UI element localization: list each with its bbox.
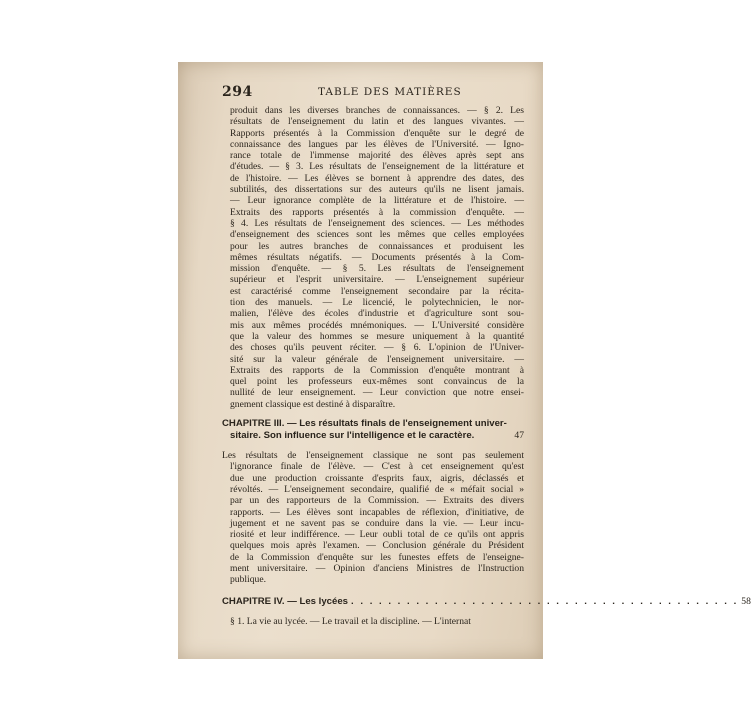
text-line: subtilités, des dissertations sur des auteurs qu'ils ne lisent jamais.: [230, 184, 524, 196]
text-line: est caractérisé comme l'enseignement secondaire par la récita-: [230, 285, 524, 297]
text-line: résultats de l'enseignement du latin et des langues vivantes. —: [230, 116, 524, 128]
chapter-4-page: 58: [741, 595, 751, 607]
paragraph-chapter-2-continued: [222, 105, 524, 410]
text-line: riosité et leur indifférence. — Leur oubli total de ce qu'ils ont appris: [230, 529, 524, 541]
book-page: [178, 62, 751, 659]
chapter-3-title-line-1: CHAPITRE III. — Les résultats finals de l'enseignement univer-: [222, 418, 507, 430]
text-line: mêmes résultats négatifs. — Documents présentés à la Com-: [230, 251, 524, 263]
paragraph-chapter-3-summary: [222, 450, 524, 586]
text-line: Rapports présentés à la Commission d'enquête sur le degré de: [230, 127, 524, 139]
text-line: rance totale de l'immense majorité des élèves après sept ans: [230, 150, 524, 162]
text-line: supérieur et l'esprit universitaire. — L'enseignement supérieur: [230, 274, 524, 286]
text-line: d'enseignement des sciences sont les mêmes que celles employées: [230, 229, 524, 241]
text-line: connaissance des langues par les élèves de l'Université. — Igno-: [230, 138, 524, 150]
chapter-3-page: 47: [514, 430, 524, 442]
text-line: Extraits des rapports présentés à la commission d'enquête. —: [230, 206, 524, 218]
text-line: l'ignorance finale de l'élève. — C'est à cet enseignement qu'est: [230, 461, 524, 473]
chapter-3-title-line-2: [222, 430, 524, 442]
text-line: Extraits des rapports de la Commission d'enquête montrant à: [230, 364, 524, 376]
text-line: gnement classique est destiné à disparaître.: [230, 398, 396, 410]
text-line: que la valeur des hommes se mesure uniquement à la quantité: [230, 330, 524, 342]
chapter-4-entry: [222, 595, 751, 608]
chapter-4-title: CHAPITRE IV. — Les lycées: [222, 595, 349, 607]
text-line: § 4. Les résultats de l'enseignement des sciences. — Les méthodes: [230, 217, 524, 229]
chapter-4-section-1-line: § 1. La vie au lycée. — Le travail et la discipline. — L'internat: [230, 615, 471, 627]
leader-dots: . . . . . . . . . . . . . . . . . . . . . . . . . . . . . . . . . . . . . . . . . .: [351, 595, 739, 607]
text-line: rapports. — Les élèves sont incapables de réflexion, d'initiative, de: [230, 506, 524, 518]
text-line: quelques mois après l'examen. — Conclusion générale du Président: [230, 540, 524, 552]
text-line: nullité de leur enseignement. — Leur conviction que notre ensei-: [230, 387, 524, 399]
text-line: des choses qu'ils peuvent réciter. — § 6. L'opinion de l'Univer-: [230, 342, 524, 354]
text-line: quel point les professeurs eux-mêmes sont convaincus de la: [230, 376, 524, 388]
text-line: d'études. — § 3. Les résultats de l'enseignement de la littérature et: [230, 161, 524, 173]
text-line: ment universitaire. — Opinion d'anciens Ministres de l'Instruction: [230, 562, 524, 574]
text-line: jugement et ne savent pas se conduire dans la vie. — Leur incu-: [230, 517, 524, 529]
text-line: — Leur ignorance complète de la littérature et de l'histoire. —: [230, 195, 524, 207]
page-body: [222, 105, 751, 627]
chapter-3-title-text: sitaire. Son influence sur l'intelligence et le caractère.: [230, 430, 475, 442]
text-line: sité sur la valeur générale de l'enseignement universitaire. —: [230, 353, 524, 365]
text-line: mission d'enquête. — § 5. Les résultats de l'enseignement: [230, 263, 524, 275]
text-line: mis aux mêmes procédés mnémoniques. — L'Université considère: [230, 319, 524, 331]
text-line: Les résultats de l'enseignement classique ne sont pas seulement: [222, 450, 524, 462]
text-line: produit dans les diverses branches de connaissances. — § 2. Les: [230, 105, 524, 116]
text-line: due une production croissante d'esprits faux, aigris, déclassés et: [230, 472, 524, 484]
text-line: par un des rapporteurs de la Commission. — Extraits des divers: [230, 495, 524, 507]
text-line: tion des manuels. — Le licencié, le polytechnicien, le nor-: [230, 297, 524, 309]
text-line: pour les autres branches de connaissances et produisent les: [230, 240, 524, 252]
text-line: malien, l'élève des écoles d'industrie et d'agriculture sont sou-: [230, 308, 524, 320]
text-line: de l'histoire. — Les élèves se bornent à apprendre des dates, des: [230, 172, 524, 184]
chapter-3-entry: [222, 418, 524, 442]
text-line: révoltés. — L'enseignement secondaire, qualifié de « méfait social »: [230, 483, 524, 495]
text-line: de la Commission d'enquête sur les funestes effets de l'enseigne-: [230, 551, 524, 563]
running-header: TABLE DES MATIÈRES: [318, 86, 462, 98]
page-number: 294: [222, 84, 253, 100]
text-line: publique.: [230, 574, 266, 586]
